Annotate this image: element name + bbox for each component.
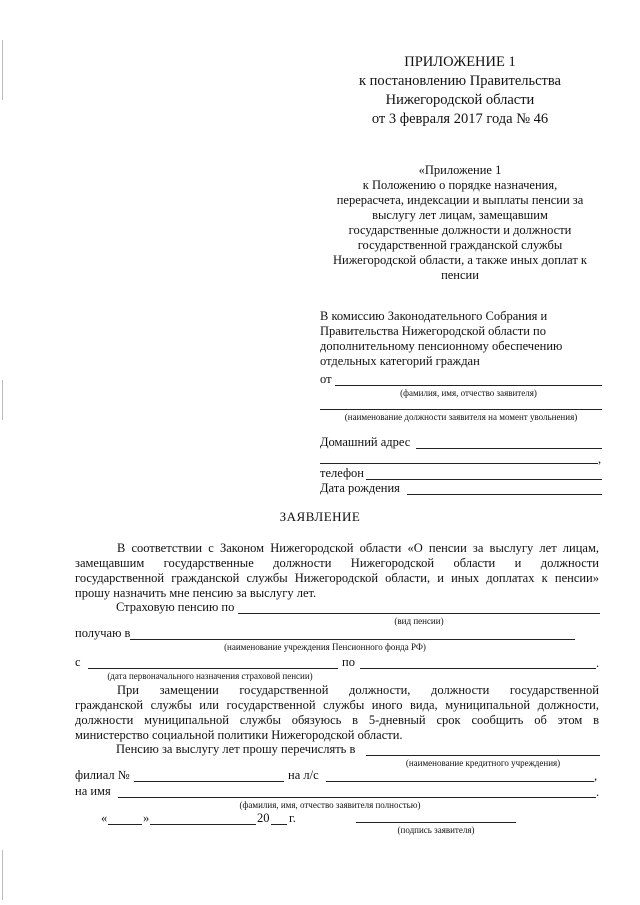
- signature-caption: (подпись заявителя): [397, 825, 475, 835]
- day-field[interactable]: [108, 824, 142, 825]
- to-date-label: по: [342, 655, 355, 669]
- obligation-line: гражданской службы или государственной службы иного вида, муниципальной должности,: [75, 698, 599, 712]
- full-name-caption: (фамилия, имя, отчество заявителя полностью): [239, 800, 421, 810]
- bank-name-field[interactable]: [366, 755, 600, 756]
- addressee-line: Правительства Нижегородской области по: [320, 324, 546, 338]
- addressee-line: В комиссию Законодательного Собрания и: [320, 309, 548, 323]
- full-name-field[interactable]: [118, 797, 596, 798]
- resolution-reference: к постановлению Правительства: [359, 73, 561, 89]
- signature-field[interactable]: [356, 822, 516, 823]
- branch-number-field[interactable]: [134, 781, 284, 782]
- address-comma: ,: [598, 452, 602, 466]
- annex-line: выслугу лет лицам, замещавшим: [372, 208, 548, 222]
- bank-name-caption: (наименование кредитного учреждения): [405, 758, 561, 768]
- obligation-line: министерство социальной политики Нижегородской области.: [75, 728, 403, 742]
- annex-line: Нижегородской области, а также иных доплат к: [332, 253, 588, 267]
- region-name: Нижегородской области: [385, 92, 535, 108]
- statement-line: государственной гражданской службы Нижегородской области, и иных доплатах к пенсии»: [75, 571, 599, 585]
- position-field[interactable]: [320, 409, 602, 410]
- annex-line: пенсии: [441, 268, 479, 282]
- resolution-date: от 3 февраля 2017 года № 46: [371, 111, 549, 127]
- addressee-line: отдельных категорий граждан: [320, 354, 480, 368]
- date-close-quote: »: [143, 811, 150, 825]
- obligation-paragraph: [75, 683, 599, 743]
- name-period: .: [596, 785, 600, 799]
- statement-line: замещавшим государственные должности Нижегородской области и должности: [75, 556, 599, 570]
- from-caption: (фамилия, имя, отчество заявителя): [400, 388, 537, 398]
- pension-fund-field[interactable]: [130, 639, 575, 640]
- annex-line: государственной гражданской службы: [357, 238, 563, 252]
- month-field[interactable]: [150, 824, 256, 825]
- from-date-label: с: [75, 655, 81, 669]
- statement-paragraph: [75, 541, 599, 601]
- statement-line: прошу назначить мне пенсию за выслугу лет.: [75, 586, 317, 600]
- statement-line: В соответствии с Законом Нижегородской области «О пенсии за выслугу лет лицам,: [117, 541, 599, 555]
- end-period: .: [596, 656, 600, 670]
- document-title: ЗАЯВЛЕНИЕ: [279, 509, 361, 524]
- annex-line: государственные должности и должности: [348, 223, 572, 237]
- phone-label: телефон: [320, 466, 364, 480]
- receive-label: получаю в: [75, 626, 131, 640]
- branch-label: филиал №: [75, 768, 130, 782]
- year-prefix: 20: [257, 811, 270, 825]
- scan-edge-mark: [2, 40, 3, 100]
- position-caption: (наименование должности заявителя на момент увольнения): [344, 412, 578, 422]
- account-comma: ,: [594, 769, 598, 783]
- annex-line: к Положению о порядке назначения,: [362, 178, 558, 192]
- annex-reference: [320, 163, 600, 283]
- pension-fund-caption: (наименование учреждения Пенсионного фонда РФ): [224, 642, 426, 652]
- pension-end-date-field[interactable]: [360, 668, 596, 669]
- birth-date-label: Дата рождения: [320, 481, 400, 495]
- addressee-block: [320, 309, 562, 369]
- obligation-line: должности муниципальной службы обязуюсь в 5-дневный срок сообщить об этом в: [75, 713, 599, 727]
- insurance-pension-label: Страховую пенсию по: [116, 600, 235, 614]
- date-open-quote: «: [101, 811, 108, 825]
- pension-type-field[interactable]: [238, 613, 600, 614]
- appendix-title: ПРИЛОЖЕНИЕ 1: [404, 54, 516, 70]
- scan-edge-mark: [2, 850, 3, 900]
- scan-edge-mark: [2, 380, 3, 420]
- name-label: на имя: [75, 784, 111, 798]
- address-field-2[interactable]: [320, 463, 598, 464]
- document-header: [340, 53, 580, 129]
- account-number-field[interactable]: [326, 781, 594, 782]
- year-suffix: г.: [289, 811, 296, 825]
- addressee-line: дополнительному пенсионному обеспечению: [320, 339, 563, 353]
- pension-type-caption: (вид пенсии): [394, 616, 444, 626]
- year-field[interactable]: [271, 824, 287, 825]
- annex-line: «Приложение 1: [418, 163, 502, 177]
- annex-line: перерасчета, индексации и выплаты пенсии за: [336, 193, 584, 207]
- account-label: на л/с: [288, 768, 319, 782]
- phone-field[interactable]: [366, 479, 602, 480]
- transfer-label: Пенсию за выслугу лет прошу перечислять в: [116, 742, 356, 756]
- start-date-caption: (дата первоначального назначения страховой пенсии): [107, 671, 313, 681]
- obligation-line: При замещении государственной должности, должности государственной: [117, 683, 599, 697]
- from-name-field[interactable]: [335, 385, 602, 386]
- birth-date-field[interactable]: [407, 494, 602, 495]
- address-field[interactable]: [416, 448, 602, 449]
- from-label: от: [320, 372, 332, 386]
- pension-start-date-field[interactable]: [88, 668, 338, 669]
- address-label: Домашний адрес: [320, 435, 411, 449]
